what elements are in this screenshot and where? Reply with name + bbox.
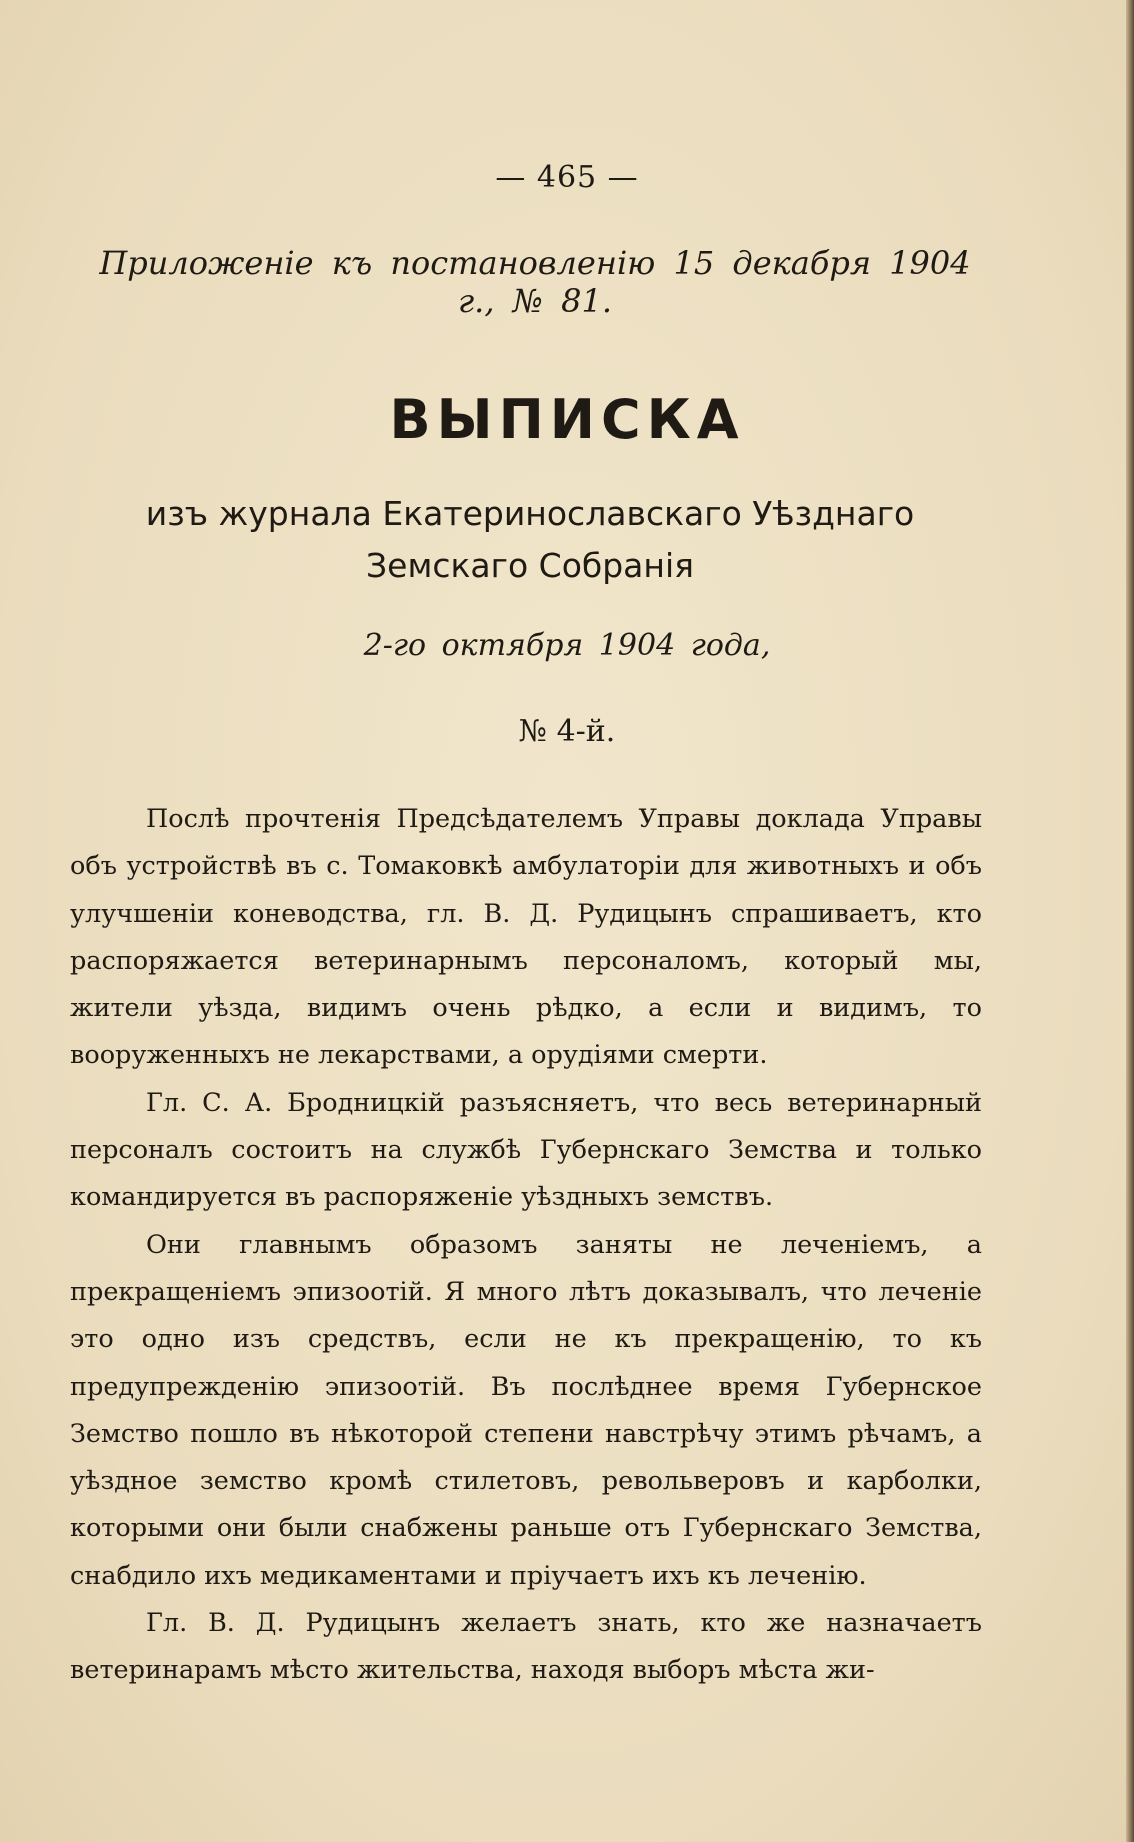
page-edge <box>1126 0 1134 1842</box>
paragraph: Послѣ прочтенія Предсѣдателемъ Управы доклада Управы объ устройствѣ въ с. Томаковкѣ амбулаторіи для животныхъ и объ улучшеніи коневодства, гл. В. Д. Рудицынъ спрашиваетъ, кто распоряжается ветеринарнымъ персоналомъ, который мы, жители уѣзда, видимъ очень рѣдко, а если и видимъ, то вооруженныхъ не лекарствами, а орудіями смерти. <box>70 804 982 1071</box>
paragraph: Гл. В. Д. Рудицынъ желаетъ знать, кто же назначаетъ ветеринарамъ мѣсто жительства, находя выборъ мѣста жи- <box>70 1608 982 1686</box>
document-heading: ВЫПИСКА <box>389 388 745 451</box>
body-text <box>70 796 982 1695</box>
paragraph: Гл. С. А. Бродницкій разъясняетъ, что весь ветеринарный персоналъ состоитъ на службѣ Губернскаго Земства и только командируется въ распоряженіе уѣздныхъ земствъ. <box>70 1087 982 1213</box>
page-number: — 465 — <box>495 160 639 195</box>
document-subheading: изъ журнала Екатеринославскаго Уѣзднаго Земскаго Собранія <box>145 494 915 585</box>
item-number: № 4-й. <box>518 714 616 749</box>
paragraph: Они главнымъ образомъ заняты не леченіемъ, а прекращеніемъ эпизоотій. Я много лѣтъ доказывалъ, что леченіе это одно изъ средствъ, если не къ прекращенію, то къ предупрежденію эпизоотій. Въ послѣднее время Губернское Земство пошло въ нѣкоторой степени навстрѣчу этимъ рѣчамъ, а уѣздное земство кромѣ стилетовъ, револьверовъ и карболки, которыми они были снабжены раньше отъ Губернскаго Земства, снабдило ихъ медикаментами и пріучаетъ ихъ къ леченію. <box>70 1229 982 1591</box>
meeting-date: 2-го октября 1904 года, <box>363 628 771 663</box>
appendix-line: Приложеніе къ постановленію 15 декабря 1904 г., № 81. <box>99 244 971 320</box>
